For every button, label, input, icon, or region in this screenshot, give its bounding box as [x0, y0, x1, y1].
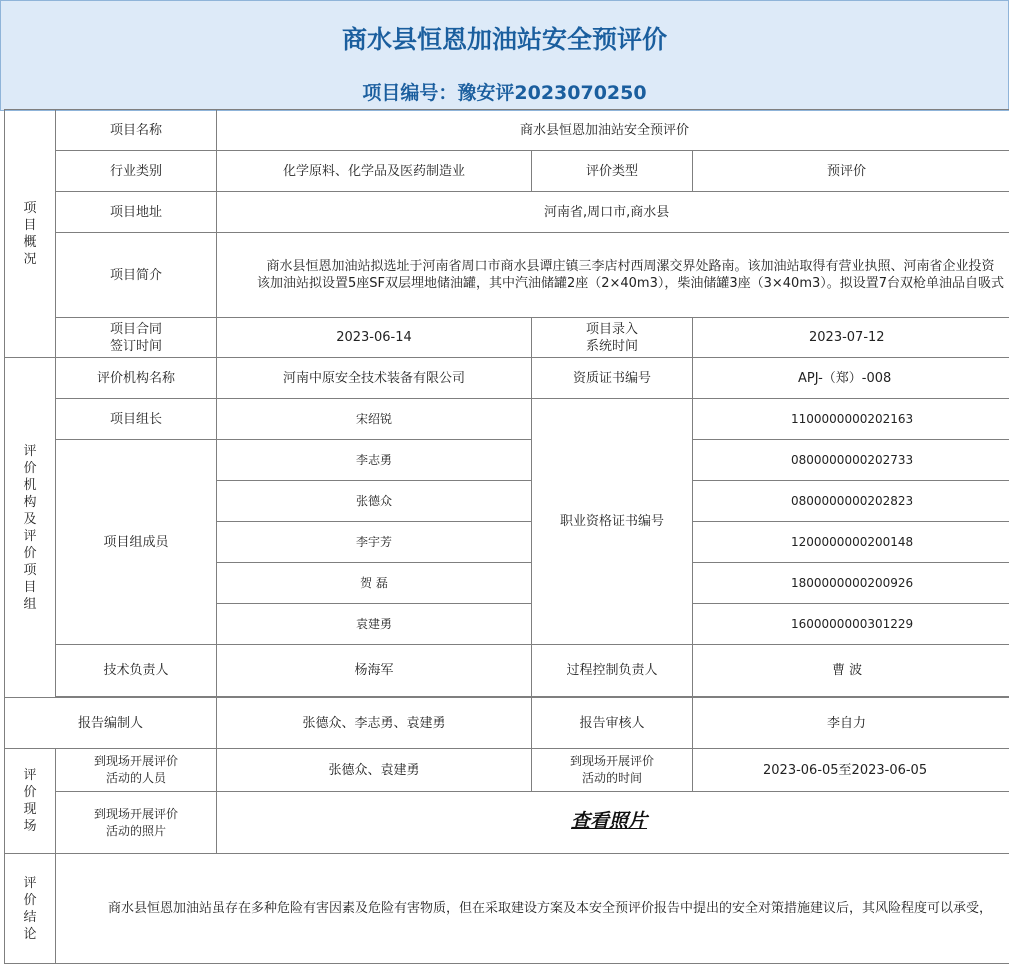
- leader-label: 项目组长: [56, 399, 217, 440]
- section-site: 评价现场: [5, 749, 56, 854]
- site-time-value: 2023-06-05至2023-06-05: [693, 749, 1009, 792]
- section-overview: 项目概况: [5, 110, 56, 358]
- leader-name: 宋绍锐: [217, 399, 532, 440]
- industry-label: 行业类别: [56, 151, 217, 192]
- contract-date-value: 2023-06-14: [217, 318, 532, 358]
- site-photo-cell: [217, 792, 1009, 854]
- member-cert: 0800000000202733: [693, 440, 1009, 481]
- project-name-label: 项目名称: [56, 110, 217, 151]
- report-author-value: 张德众、李志勇、袁建勇: [217, 698, 532, 749]
- member-name: 张德众: [217, 481, 532, 522]
- address-label: 项目地址: [56, 192, 217, 233]
- site-people-value: 张德众、袁建勇: [217, 749, 532, 792]
- section-conclusion: 评价结论: [5, 854, 56, 964]
- site-photo-label: 到现场开展评价 活动的照片: [56, 792, 217, 854]
- page-header: [0, 0, 1009, 111]
- intro-text: [217, 233, 1009, 318]
- report-reviewer-label: 报告审核人: [532, 698, 693, 749]
- intro-line-2: 该加油站拟设置5座SF双层埋地储油罐，其中汽油储罐2座（2×40m3），柴油储罐3座（3×40m3）。拟设置7台双枪单油品自吸式: [217, 275, 1009, 292]
- members-label: 项目组成员: [56, 440, 217, 645]
- org-name-value: 河南中原安全技术装备有限公司: [217, 358, 532, 399]
- section-org: 评价机构及评价项目组: [5, 358, 56, 698]
- eval-type-value: 预评价: [693, 151, 1009, 192]
- address-value: 河南省,周口市,商水县: [217, 192, 1009, 233]
- view-photos-link[interactable]: 查看照片: [571, 810, 647, 832]
- member-cert: 1800000000200926: [693, 563, 1009, 604]
- intro-label: 项目简介: [56, 233, 217, 318]
- tech-lead-value: 杨海军: [217, 645, 532, 697]
- site-people-label: 到现场开展评价 活动的人员: [56, 749, 217, 792]
- project-number: 项目编号：豫安评2023070250: [1, 78, 1008, 105]
- member-name: 李志勇: [217, 440, 532, 481]
- entry-date-value: 2023-07-12: [693, 318, 1009, 358]
- member-name: 贺 磊: [217, 563, 532, 604]
- project-name-value: 商水县恒恩加油站安全预评价: [217, 110, 1009, 151]
- member-cert: 0800000000202823: [693, 481, 1009, 522]
- site-time-label: 到现场开展评价 活动的时间: [532, 749, 693, 792]
- eval-type-label: 评价类型: [532, 151, 693, 192]
- leader-cert: 1100000000202163: [693, 399, 1009, 440]
- cert-label: 资质证书编号: [532, 358, 693, 399]
- member-cert: 1600000000301229: [693, 604, 1009, 645]
- entry-date-label: 项目录入 系统时间: [532, 318, 693, 358]
- cert-value: APJ-（郑）-008: [693, 358, 1009, 399]
- org-name-label: 评价机构名称: [56, 358, 217, 399]
- qual-cert-label: 职业资格证书编号: [532, 399, 693, 645]
- process-lead-value: 曹 波: [693, 645, 1009, 697]
- member-cert: 1200000000200148: [693, 522, 1009, 563]
- report-author-label: 报告编制人: [5, 698, 217, 749]
- report-reviewer-value: 李自力: [693, 698, 1009, 749]
- member-name: 李宇芳: [217, 522, 532, 563]
- intro-line-1: 商水县恒恩加油站拟选址于河南省周口市商水县谭庄镇三李店村西周漯交界处路南。该加油站取得有营业执照、河南省企业投资: [217, 258, 1009, 275]
- info-table: [4, 109, 1009, 964]
- industry-value: 化学原料、化学品及医药制造业: [217, 151, 532, 192]
- contract-date-label: 项目合同 签订时间: [56, 318, 217, 358]
- conclusion-text: 商水县恒恩加油站虽存在多种危险有害因素及危险有害物质，但在采取建设方案及本安全预评价报告中提出的安全对策措施建议后，其风险程度可以承受，: [56, 854, 1009, 964]
- member-name: 袁建勇: [217, 604, 532, 645]
- process-lead-label: 过程控制负责人: [532, 645, 693, 697]
- page-title: 商水县恒恩加油站安全预评价: [1, 20, 1008, 56]
- tech-lead-label: 技术负责人: [56, 645, 217, 697]
